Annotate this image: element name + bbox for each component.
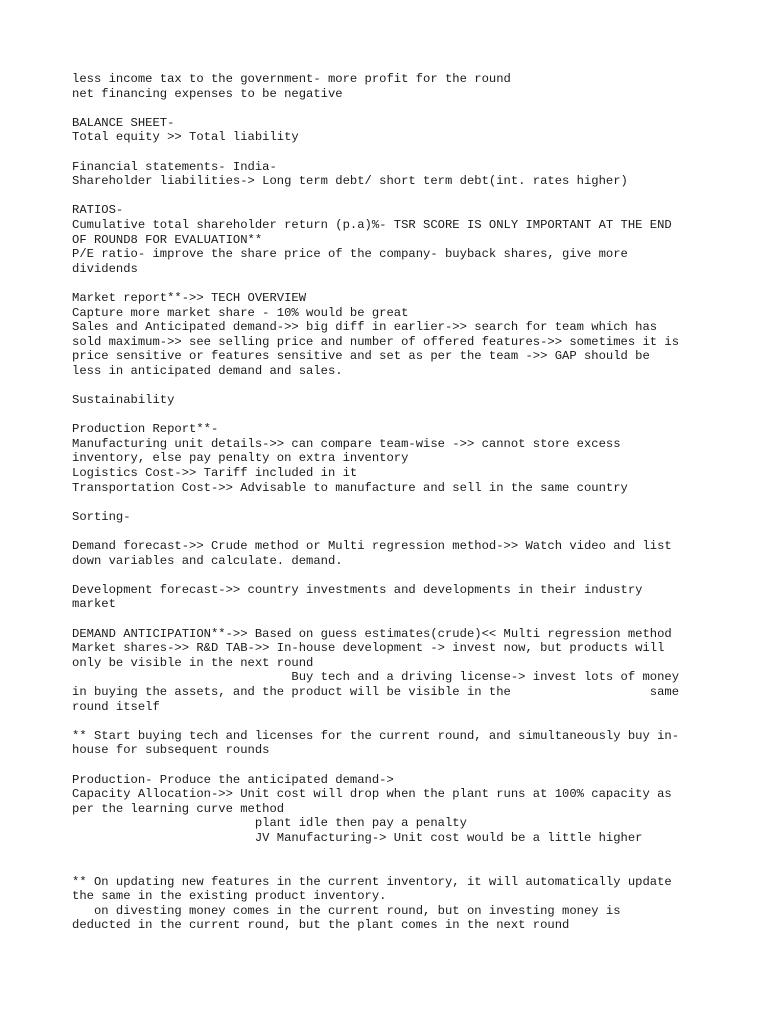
text-line: Development forecast->> country investments and developments in their industry — [72, 582, 643, 597]
text-line: plant idle then pay a penalty — [72, 816, 467, 831]
text-line: Market report**->> TECH OVERVIEW — [72, 290, 307, 305]
paragraph-start-buying-tech — [72, 729, 712, 758]
text-line: OF ROUND8 FOR EVALUATION** — [72, 232, 263, 247]
paragraph-sustainability — [72, 393, 712, 408]
text-line: P/E ratio- improve the share price of the company- buyback shares, give more — [72, 247, 628, 262]
text-line: RATIOS- — [72, 203, 124, 218]
paragraph-development-forecast — [72, 583, 712, 612]
text-line: Demand forecast->> Crude method or Multi regression method->> Watch video and list — [72, 539, 672, 553]
document-page — [72, 72, 712, 948]
text-line: market — [72, 597, 116, 612]
paragraph-demand-anticipation — [72, 627, 712, 715]
text-line: per the learning curve method — [72, 801, 285, 816]
text-line: house for subsequent rounds — [72, 743, 270, 758]
text-line: Sorting- — [72, 509, 131, 524]
text-line: less in anticipated demand and sales. — [72, 363, 343, 378]
text-line: Capture more market share - 10% would be great — [72, 305, 409, 320]
paragraph-tax — [72, 72, 712, 101]
text-line: net financing expenses to be negative — [72, 86, 343, 101]
paragraph-updating-features — [72, 875, 712, 933]
text-line: on divesting money comes in the current round, but on investing money is — [72, 903, 621, 918]
text-line: Shareholder liabilities-> Long term debt/ short term debt(int. rates higher) — [72, 174, 628, 189]
text-line: Financial statements- India- — [72, 159, 277, 174]
text-line: BALANCE SHEET- — [72, 115, 175, 130]
paragraph-balance-sheet — [72, 116, 712, 145]
paragraph-production — [72, 773, 712, 846]
text-line: only be visible in the next round — [72, 655, 314, 670]
text-line: Transportation Cost->> Advisable to manufacture and sell in the same country — [72, 480, 628, 495]
text-line: ** Start buying tech and licenses for the current round, and simultaneously buy in- — [72, 728, 680, 743]
text-line: less income tax to the government- more profit for the round — [72, 72, 511, 86]
paragraph-production-report — [72, 422, 712, 495]
text-line: Production- Produce the anticipated demand-> — [72, 772, 394, 787]
text-line: Logistics Cost->> Tariff included in it — [72, 466, 358, 481]
text-line: dividends — [72, 261, 138, 276]
text-line: Market shares->> R&D TAB->> In-house development -> invest now, but products will — [72, 641, 665, 656]
text-line: sold maximum->> see selling price and number of offered features->> sometimes it is — [72, 334, 680, 349]
text-line: Buy tech and a driving license-> invest lots of money — [72, 670, 680, 685]
paragraph-ratios — [72, 203, 712, 276]
text-line: ** On updating new features in the current inventory, it will automatically update — [72, 874, 672, 889]
text-line: Manufacturing unit details->> can compare team-wise ->> cannot store excess — [72, 436, 621, 451]
paragraph-market-report — [72, 291, 712, 379]
text-line: down variables and calculate. demand. — [72, 553, 343, 568]
text-line: JV Manufacturing-> Unit cost would be a little higher — [72, 830, 643, 845]
text-line: DEMAND ANTICIPATION**->> Based on guess estimates(crude)<< Multi regression method — [72, 626, 672, 641]
text-line: Capacity Allocation->> Unit cost will drop when the plant runs at 100% capacity as — [72, 787, 672, 802]
text-line: Sustainability — [72, 393, 175, 408]
text-line: in buying the assets, and the product will be visible in the same — [72, 684, 680, 699]
paragraph-financial-statements — [72, 160, 712, 189]
text-line: the same in the existing product inventory. — [72, 889, 387, 904]
text-line: deducted in the current round, but the plant comes in the next round — [72, 918, 570, 933]
text-line: price sensitive or features sensitive and set as per the team ->> GAP should be — [72, 349, 650, 364]
text-line: Sales and Anticipated demand->> big diff in earlier->> search for team which has — [72, 320, 658, 335]
paragraph-demand-forecast — [72, 539, 712, 568]
paragraph-sorting — [72, 510, 712, 525]
text-line: Total equity >> Total liability — [72, 130, 299, 145]
text-line: Production Report**- — [72, 422, 219, 437]
text-line: round itself — [72, 699, 160, 714]
text-line: inventory, else pay penalty on extra inventory — [72, 451, 409, 466]
text-line: Cumulative total shareholder return (p.a)%- TSR SCORE IS ONLY IMPORTANT AT THE END — [72, 217, 672, 232]
